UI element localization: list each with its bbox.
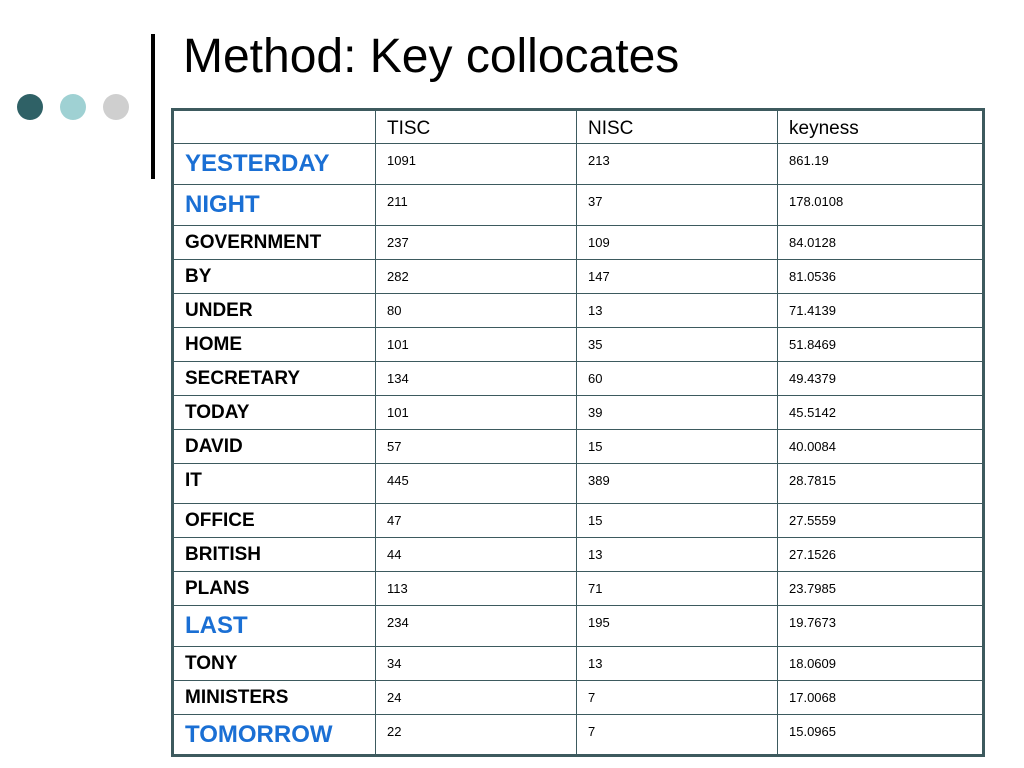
table-row [173, 362, 984, 396]
table-row [173, 681, 984, 715]
table-row [173, 715, 984, 756]
row-keyness-cell: 84.0128 [778, 226, 984, 260]
row-keyness-cell: 71.4139 [778, 294, 984, 328]
row-tisc-cell: 24 [376, 681, 577, 715]
row-nisc-cell: 147 [577, 260, 778, 294]
decorative-dot-light [60, 94, 86, 120]
row-keyness-cell: 18.0609 [778, 647, 984, 681]
row-tisc-cell: 237 [376, 226, 577, 260]
row-keyness-cell: 23.7985 [778, 572, 984, 606]
row-tisc-cell: 113 [376, 572, 577, 606]
row-nisc-cell: 7 [577, 715, 778, 756]
table-row [173, 260, 984, 294]
row-word-cell: TONY [173, 647, 376, 681]
row-nisc-cell: 13 [577, 538, 778, 572]
row-keyness-cell: 27.1526 [778, 538, 984, 572]
row-keyness-cell: 81.0536 [778, 260, 984, 294]
row-keyness-cell: 17.0068 [778, 681, 984, 715]
row-nisc-cell: 37 [577, 185, 778, 226]
row-word-cell: BY [173, 260, 376, 294]
row-tisc-cell: 1091 [376, 144, 577, 185]
table-row [173, 572, 984, 606]
table-row [173, 647, 984, 681]
row-tisc-cell: 57 [376, 430, 577, 464]
row-nisc-cell: 195 [577, 606, 778, 647]
row-nisc-cell: 213 [577, 144, 778, 185]
header-cell-nisc: NISC [577, 110, 778, 144]
row-word-cell: HOME [173, 328, 376, 362]
row-word-cell: BRITISH [173, 538, 376, 572]
row-keyness-cell: 28.7815 [778, 464, 984, 504]
row-word-cell: DAVID [173, 430, 376, 464]
row-keyness-cell: 51.8469 [778, 328, 984, 362]
row-tisc-cell: 101 [376, 328, 577, 362]
row-tisc-cell: 445 [376, 464, 577, 504]
table-row [173, 538, 984, 572]
row-keyness-cell: 49.4379 [778, 362, 984, 396]
row-keyness-cell: 45.5142 [778, 396, 984, 430]
row-nisc-cell: 71 [577, 572, 778, 606]
header-cell-keyness: keyness [778, 110, 984, 144]
row-word-cell: GOVERNMENT [173, 226, 376, 260]
row-keyness-cell: 27.5559 [778, 504, 984, 538]
table-row [173, 396, 984, 430]
row-nisc-cell: 109 [577, 226, 778, 260]
row-nisc-cell: 13 [577, 647, 778, 681]
row-tisc-cell: 47 [376, 504, 577, 538]
row-word-cell: TOMORROW [173, 715, 376, 756]
collocates-table [171, 108, 985, 757]
table-header-row [173, 110, 984, 144]
row-tisc-cell: 44 [376, 538, 577, 572]
table-row [173, 430, 984, 464]
table-row [173, 328, 984, 362]
row-word-cell: MINISTERS [173, 681, 376, 715]
table-row [173, 226, 984, 260]
row-nisc-cell: 389 [577, 464, 778, 504]
slide-title: Method: Key collocates [183, 30, 680, 83]
row-word-cell: SECRETARY [173, 362, 376, 396]
table-row [173, 144, 984, 185]
row-nisc-cell: 13 [577, 294, 778, 328]
row-nisc-cell: 60 [577, 362, 778, 396]
row-nisc-cell: 15 [577, 504, 778, 538]
row-nisc-cell: 7 [577, 681, 778, 715]
row-tisc-cell: 80 [376, 294, 577, 328]
row-keyness-cell: 40.0084 [778, 430, 984, 464]
row-tisc-cell: 22 [376, 715, 577, 756]
row-keyness-cell: 15.0965 [778, 715, 984, 756]
row-tisc-cell: 101 [376, 396, 577, 430]
row-word-cell: TODAY [173, 396, 376, 430]
table-row [173, 504, 984, 538]
row-word-cell: LAST [173, 606, 376, 647]
row-keyness-cell: 861.19 [778, 144, 984, 185]
row-word-cell: NIGHT [173, 185, 376, 226]
table-row [173, 185, 984, 226]
row-keyness-cell: 178.0108 [778, 185, 984, 226]
row-word-cell: YESTERDAY [173, 144, 376, 185]
table-row [173, 606, 984, 647]
title-divider-line [151, 34, 155, 179]
row-nisc-cell: 39 [577, 396, 778, 430]
row-tisc-cell: 34 [376, 647, 577, 681]
row-tisc-cell: 282 [376, 260, 577, 294]
row-word-cell: UNDER [173, 294, 376, 328]
table-row [173, 294, 984, 328]
row-word-cell: OFFICE [173, 504, 376, 538]
decorative-dot-dark [17, 94, 43, 120]
table-row [173, 464, 984, 504]
header-cell-tisc: TISC [376, 110, 577, 144]
row-keyness-cell: 19.7673 [778, 606, 984, 647]
row-tisc-cell: 211 [376, 185, 577, 226]
decorative-dot-gray [103, 94, 129, 120]
row-word-cell: IT [173, 464, 376, 504]
header-cell-word [173, 110, 376, 144]
row-word-cell: PLANS [173, 572, 376, 606]
row-nisc-cell: 35 [577, 328, 778, 362]
row-nisc-cell: 15 [577, 430, 778, 464]
row-tisc-cell: 234 [376, 606, 577, 647]
row-tisc-cell: 134 [376, 362, 577, 396]
